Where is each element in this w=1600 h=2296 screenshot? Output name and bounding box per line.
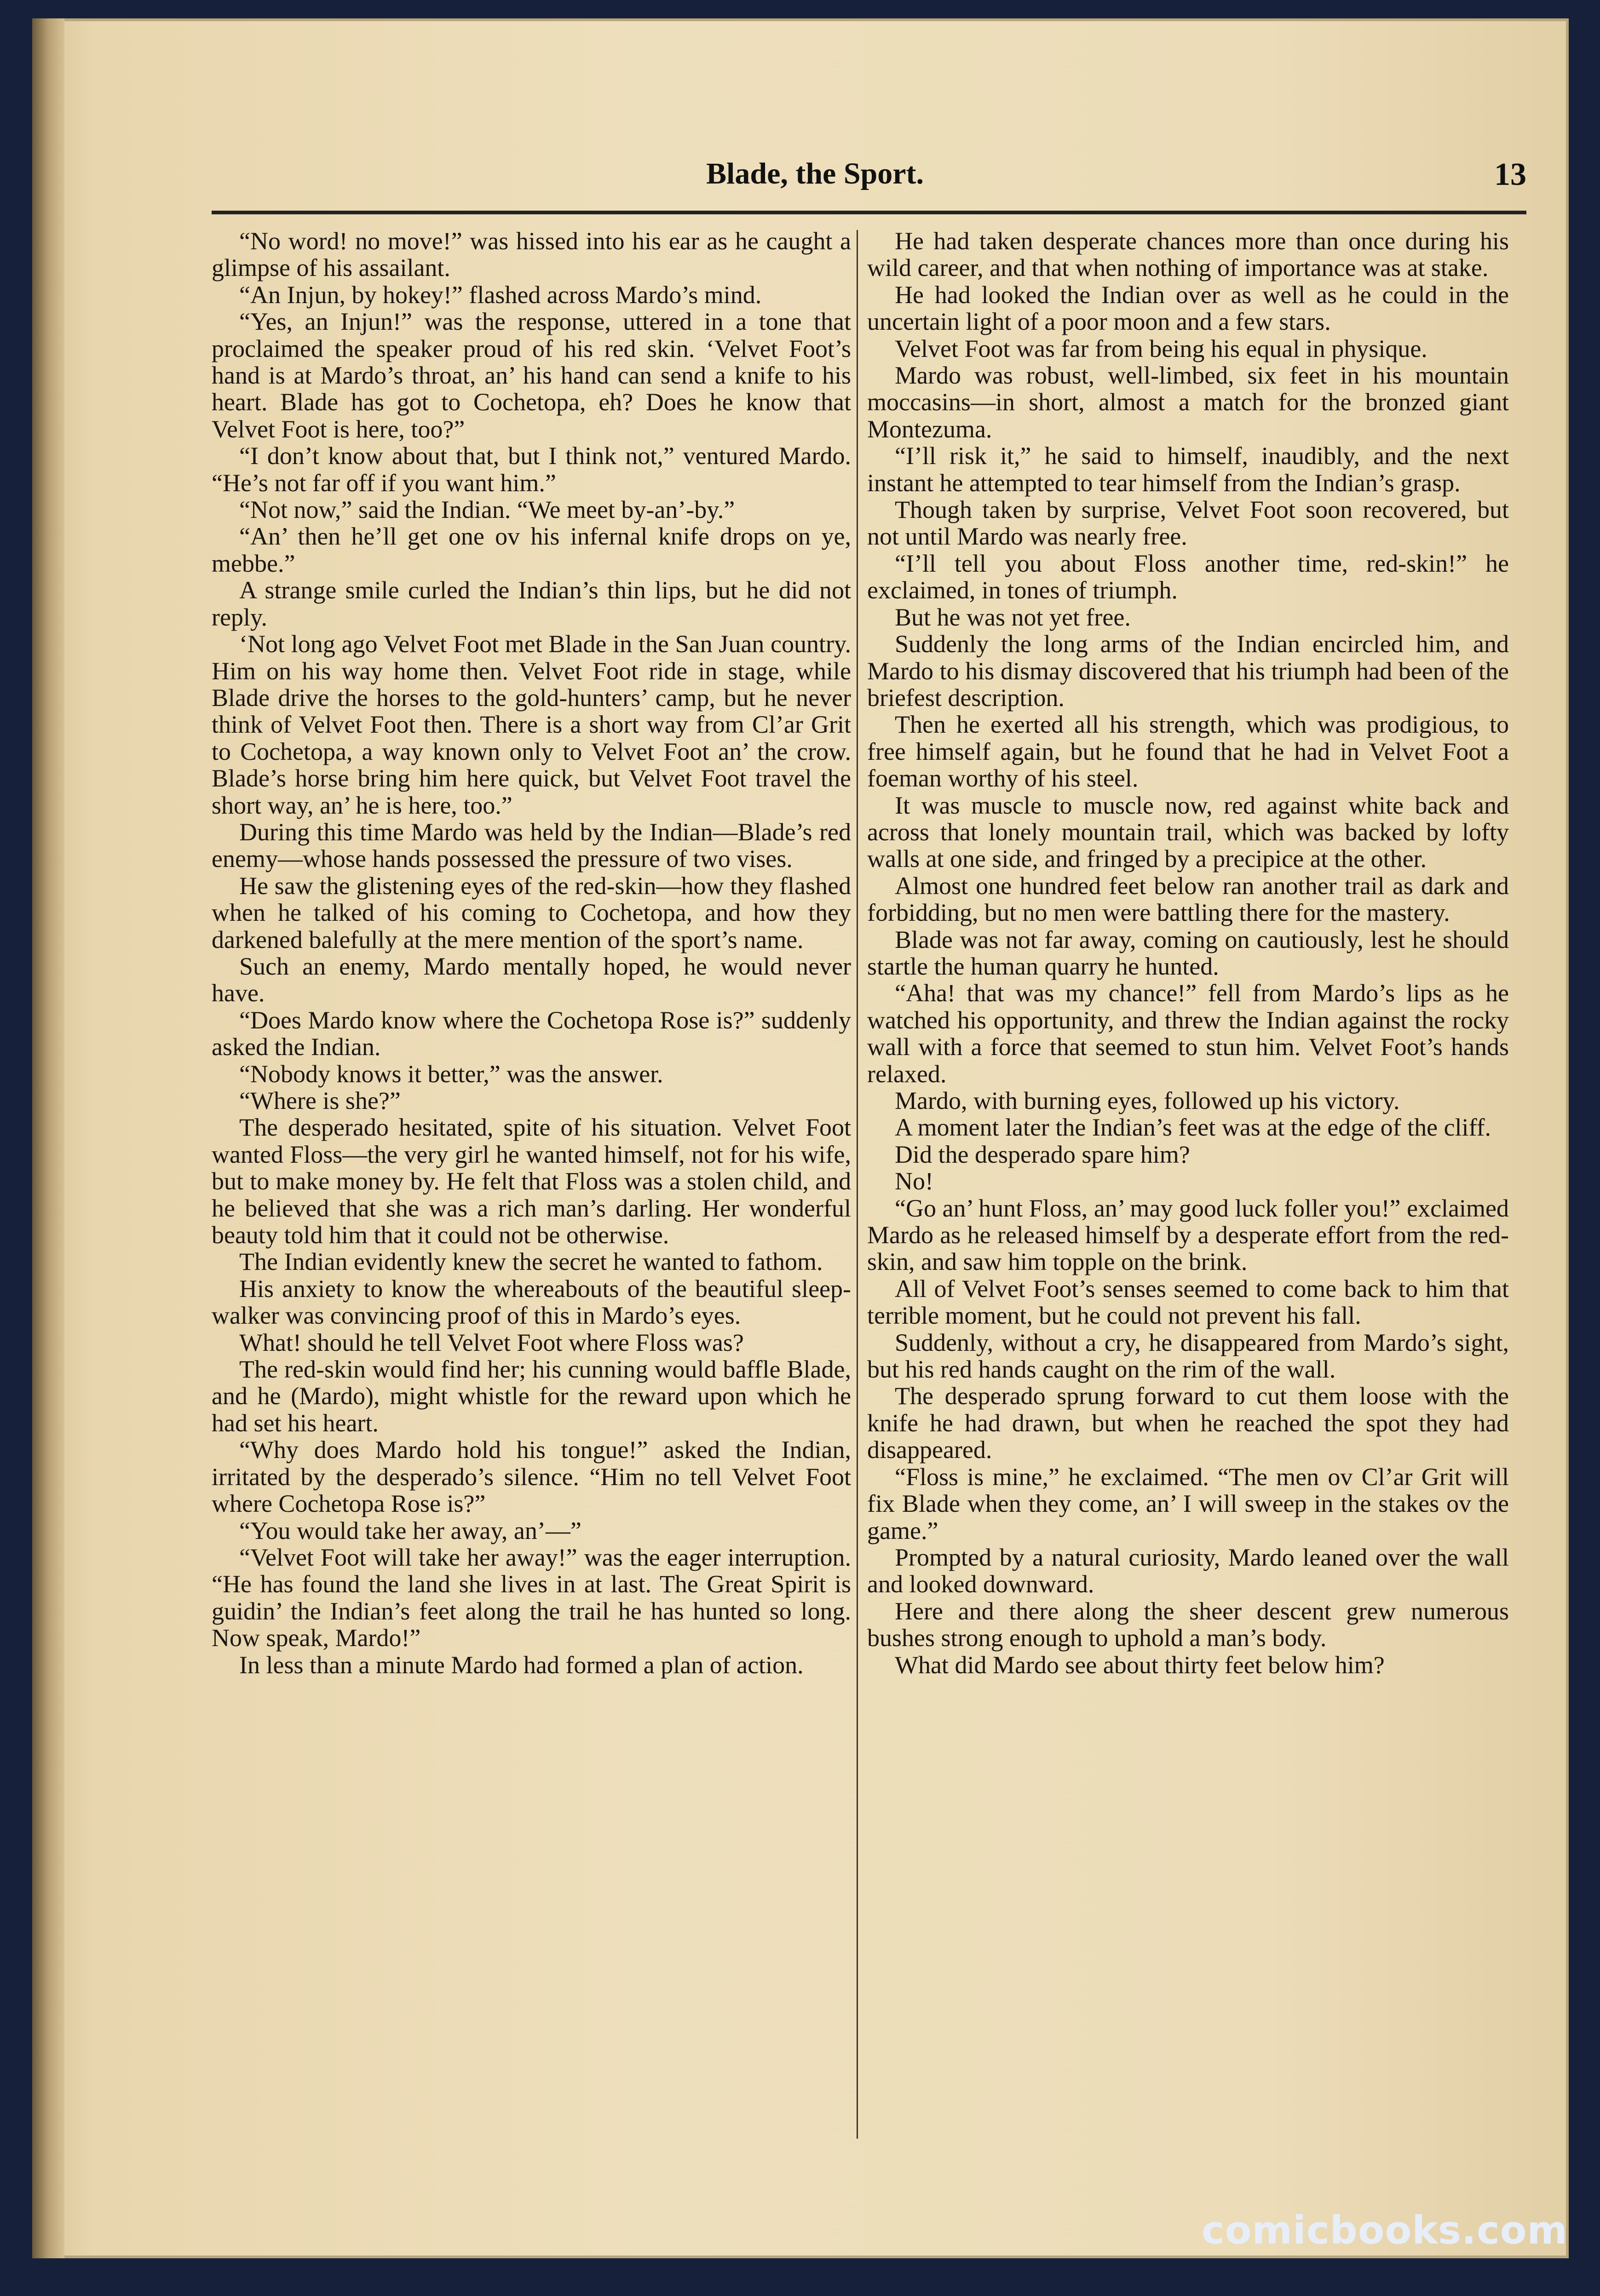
paragraph: What did Mardo see about thirty feet below him?: [895, 1651, 1385, 1679]
paragraph: “An’ then he’ll get one ov his infernal knife drops on ye, mebbe.”: [212, 522, 851, 577]
paragraph: No!: [895, 1167, 933, 1195]
paragraph: Such an enemy, Mardo mentally hoped, he would never have.: [212, 952, 851, 1007]
paragraph: Did the desperado spare him?: [895, 1140, 1190, 1168]
paragraph: He had looked the Indian over as well as he could in the uncertain light of a poor moon and a few stars.: [867, 281, 1509, 336]
paragraph: He had taken desperate chances more than once during his wild career, and that when nothing of importance was at stake.: [867, 227, 1509, 282]
paragraph: “I’ll tell you about Floss another time, red-skin!” he exclaimed, in tones of triumph.: [867, 549, 1509, 604]
right-column: [867, 228, 1509, 1678]
paragraph: Blade was not far away, coming on cautiously, lest he should startle the human quarry he hunted.: [867, 925, 1509, 980]
paragraph: Velvet Foot was far from being his equal in physique.: [895, 334, 1427, 362]
paragraph: The desperado hesitated, spite of his situation. Velvet Foot wanted Floss—the very girl he wanted himself, not for his wife, but to make money by. He felt that Floss was a stolen child, and he believed that she was a rich man’s darling. Her wonderful beauty told him that it could not be otherwise.: [212, 1114, 851, 1249]
paragraph: Suddenly the long arms of the Indian encircled him, and Mardo to his dismay discovered that his triumph had been of the briefest description.: [867, 630, 1509, 712]
paragraph: The desperado sprung forward to cut them loose with the knife he had drawn, but when he reached the spot they had disappeared.: [867, 1382, 1509, 1464]
paragraph: He saw the glistening eyes of the red-skin—how they flashed when he talked of his coming to Cochetopa, and how they darkened balefully at the mere mention of the sport’s name.: [212, 872, 851, 953]
left-column: [212, 228, 851, 1678]
paragraph: Suddenly, without a cry, he disappeared from Mardo’s sight, but his red hands caught on the rim of the wall.: [867, 1328, 1509, 1383]
paragraph: The red-skin would find her; his cunning would baffle Blade, and he (Mardo), might whistle for the reward upon which he had set his heart.: [212, 1355, 851, 1437]
page-number: 13: [1494, 157, 1526, 192]
paragraph: What! should he tell Velvet Foot where Floss was?: [239, 1328, 744, 1356]
paragraph: Almost one hundred feet below ran another trail as dark and forbidding, but no men were battling there for the mastery.: [867, 872, 1509, 927]
paragraph: ‘Not long ago Velvet Foot met Blade in the San Juan country. Him on his way home then. Velvet Foot ride in stage, while Blade drive the horses to the gold-hunters’ camp, but he never think of Velvet Foot then. There is a short way from Cl’ar Grit to Cochetopa, a way known only to Velvet Foot an’ the crow. Blade’s horse bring him here quick, but Velvet Foot travel the short way, an’ he is here, too.”: [212, 630, 851, 819]
column-divider: [857, 230, 858, 2139]
paragraph: “I’ll risk it,” he said to himself, inaudibly, and the next instant he attempted to tear himself from the Indian’s grasp.: [867, 442, 1509, 497]
paragraph: Though taken by surprise, Velvet Foot soon recovered, but not until Mardo was nearly free.: [867, 496, 1509, 551]
running-title: Blade, the Sport.: [706, 157, 924, 190]
page-header: [212, 138, 1526, 207]
paragraph: “An Injun, by hokey!” flashed across Mardo’s mind.: [239, 281, 762, 309]
paragraph: The Indian evidently knew the secret he wanted to fathom.: [239, 1248, 823, 1276]
page-spine: [32, 18, 64, 2258]
paragraph: A moment later the Indian’s feet was at the edge of the cliff.: [895, 1114, 1491, 1142]
paragraph: It was muscle to muscle now, red against white back and across that lonely mountain trail, which was backed by lofty walls at one side, and fringed by a precipice at the other.: [867, 791, 1509, 873]
paragraph: “No word! no move!” was hissed into his ear as he caught a glimpse of his assailant.: [212, 227, 851, 282]
paragraph: “Why does Mardo hold his tongue!” asked the Indian, irritated by the desperado’s silence. “Him no tell Velvet Foot where Cochetopa Rose is?”: [212, 1436, 851, 1518]
paragraph: “Does Mardo know where the Cochetopa Rose is?” suddenly asked the Indian.: [212, 1006, 851, 1061]
paragraph: His anxiety to know the whereabouts of the beautiful sleep-walker was convincing proof of this in Mardo’s eyes.: [212, 1274, 851, 1330]
paragraph: “Aha! that was my chance!” fell from Mardo’s lips as he watched his opportunity, and threw the Indian against the rocky wall with a force that seemed to stun him. Velvet Foot’s hands relaxed.: [867, 979, 1509, 1088]
paragraph: “I don’t know about that, but I think not,” ventured Mardo. “He’s not far off if you want him.”: [212, 442, 851, 497]
paragraph: Here and there along the sheer descent grew numerous bushes strong enough to uphold a man’s body.: [867, 1597, 1509, 1652]
paragraph: All of Velvet Foot’s senses seemed to come back to him that terrible moment, but he could not prevent his fall.: [867, 1274, 1509, 1330]
paragraph: Mardo, with burning eyes, followed up his victory.: [895, 1087, 1400, 1114]
paragraph: During this time Mardo was held by the Indian—Blade’s red enemy—whose hands possessed the pressure of two vises.: [212, 818, 851, 873]
header-rule: [212, 211, 1526, 214]
paragraph: A strange smile curled the Indian’s thin lips, but he did not reply.: [212, 576, 851, 631]
paragraph: “Velvet Foot will take her away!” was the eager interruption. “He has found the land she lives in at last. The Great Spirit is guidin’ the Indian’s feet along the trail he has hunted so long. Now speak, Mardo!”: [212, 1543, 851, 1652]
paragraph: Then he exerted all his strength, which was prodigious, to free himself again, but he found that he had in Velvet Foot a foeman worthy of his steel.: [867, 711, 1509, 792]
paragraph: “You would take her away, an’—”: [239, 1516, 581, 1544]
watermark: comicbooks.com: [1202, 2208, 1568, 2253]
paragraph: “Yes, an Injun!” was the response, uttered in a tone that proclaimed the speaker proud of his red skin. ‘Velvet Foot’s hand is at Mardo’s throat, an’ his hand can send a knife to his heart. Blade has got to Cochetopa, eh? Does he know that Velvet Foot is here, too?”: [212, 308, 851, 443]
paragraph: But he was not yet free.: [895, 603, 1131, 631]
paragraph: “Floss is mine,” he exclaimed. “The men ov Cl’ar Grit will fix Blade when they come, an’ I will sweep in the stakes ov the game.”: [867, 1463, 1509, 1544]
paragraph: “Go an’ hunt Floss, an’ may good luck foller you!” exclaimed Mardo as he released himself by a desperate effort from the red-skin, and saw him topple on the brink.: [867, 1194, 1509, 1276]
paragraph: “Nobody knows it better,” was the answer.: [239, 1060, 663, 1088]
paragraph: Mardo was robust, well-limbed, six feet in his mountain moccasins—in short, almost a match for the bronzed giant Montezuma.: [867, 362, 1509, 443]
paragraph: Prompted by a natural curiosity, Mardo leaned over the wall and looked downward.: [867, 1543, 1509, 1598]
paragraph: In less than a minute Mardo had formed a plan of action.: [239, 1651, 804, 1679]
paragraph: “Not now,” said the Indian. “We meet by-an’-by.”: [239, 496, 735, 524]
paragraph: “Where is she?”: [239, 1087, 401, 1114]
